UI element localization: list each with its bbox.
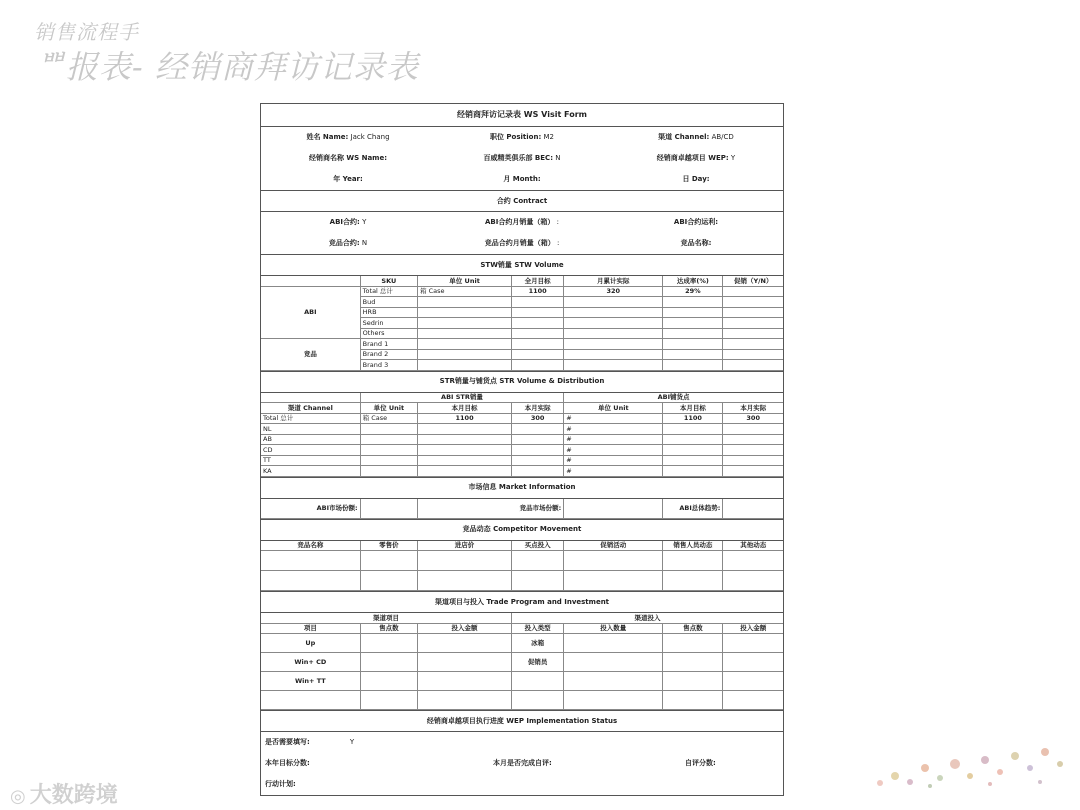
wep-plan-row: 行动计划: [265,780,296,788]
header-subtitle: 销售流程手 [34,20,139,44]
abi-share-label: ABI市场份额: [261,499,360,519]
weibo-icon: ◎ [10,786,26,807]
table-row: CD # [261,445,783,456]
contract-field: 竞品合约: N [328,239,368,247]
table-row: Win+ CD 促销员 [261,653,783,672]
trade-section [261,612,783,710]
form-title: 经销商拜访记录表 WS Visit Form [457,110,587,119]
floral-decoration-icon [870,738,1070,793]
table-group-row: ABI STR销量 ABI铺货点 [261,393,783,403]
contract-field: 竞品名称: [680,239,712,247]
ws-name-field: 经销商名称 WS Name: [308,154,388,162]
wep-need-row: 是否需要填写: Y [265,738,355,746]
trade-table [261,613,783,710]
contract-field: 竞品合约月销量（箱） : [484,239,560,247]
str-section [261,392,783,477]
position-field: 职位 Position: M2 [489,133,554,141]
table-row: AB # [261,434,783,445]
wep-field: 经销商卓越项目 WEP: Y [656,154,736,162]
table-row: HRB [261,307,783,318]
day-field: 日 Day: [682,175,710,183]
market-title: 市场信息 Market Information [261,477,783,498]
info-row [261,148,783,169]
table-row: TT # [261,455,783,466]
market-table [261,499,783,519]
contract-row [261,212,783,233]
table-row: Brand 3 [261,360,783,371]
stw-group-abi: ABI [261,286,360,339]
table-row: 竞品 Brand 1 [261,339,783,350]
competitor-share-label: 竞品市场份额: [418,499,564,519]
contract-field: ABI合约月销量（箱） : [485,218,559,226]
table-row: ABI Total 总计 箱 Case 1100 320 29% [261,286,783,297]
abi-trend-label: ABI总体趋势: [663,499,723,519]
wep-score-row: 本年目标分数: 本月是否完成自评: 自评分数: [265,759,716,767]
str-title: STR销量与铺货点 STR Volume & Distribution [261,371,783,392]
table-row: Up 冰箱 [261,634,783,653]
table-header-row: 项目 售点数 投入金额 投入类型 投入数量 售点数 投入金额 [261,623,783,634]
table-row: Win+ TT [261,672,783,691]
table-row [261,691,783,710]
name-field: 姓名 Name: Jack Chang [306,133,390,141]
table-header-row: 渠道 Channel 单位 Unit 本月目标 本月实际 单位 Unit 本月目标 本月实际 [261,403,783,414]
competitor-section [261,540,783,592]
wep-title: 经销商卓越项目执行进度 WEP Implementation Status [261,710,783,731]
table-row: Others [261,328,783,339]
contract-title: 合约 Contract [261,190,783,211]
year-field: 年 Year: [333,175,363,183]
table-row: NL # [261,424,783,435]
contract-field: ABI合约: Y [329,218,367,226]
stw-table [261,276,783,371]
table-row: Brand 2 [261,349,783,360]
ws-visit-form [260,103,784,796]
table-row [261,571,783,591]
str-table [261,393,783,477]
table-header-row: 竞品名称 零售价 进店价 买点投入 促销活动 销售人员动态 其他动态 [261,541,783,551]
trade-title: 渠道项目与投入 Trade Program and Investment [261,591,783,612]
table-row: Sedrin [261,318,783,329]
contract-row [261,233,783,254]
wep-section [261,731,783,795]
market-section [261,498,783,519]
info-section [261,126,783,190]
channel-field: 渠道 Channel: AB/CD [658,133,734,141]
table-group-row: 渠道项目 渠道投入 [261,613,783,623]
stw-group-competitor: 竞品 [261,339,360,371]
table-row [261,551,783,571]
contract-section [261,211,783,254]
month-field: 月 Month: [503,175,541,183]
info-row [261,169,783,190]
contract-field: ABI合约运利: [673,218,719,226]
stw-title: STW销量 STW Volume [261,254,783,275]
header-title: ᄈ报表- 经销商拜访记录表 [34,48,419,86]
table-row: KA # [261,466,783,477]
table-row: Total 总计 箱 Case 1100 300 # 1100 300 [261,413,783,424]
table-row [261,499,783,519]
table-header-row: SKU 单位 Unit 全月目标 月累计实际 达成率(%) 促销（Y/N） [261,276,783,286]
watermark-logo: ◎ 大数跨境 [10,783,118,808]
stw-section [261,275,783,371]
competitor-table [261,541,783,592]
table-row: Bud [261,297,783,308]
competitor-title: 竞品动态 Competitor Movement [261,519,783,540]
bec-field: 百威精英俱乐部 BEC: N [483,154,561,162]
info-row [261,127,783,148]
